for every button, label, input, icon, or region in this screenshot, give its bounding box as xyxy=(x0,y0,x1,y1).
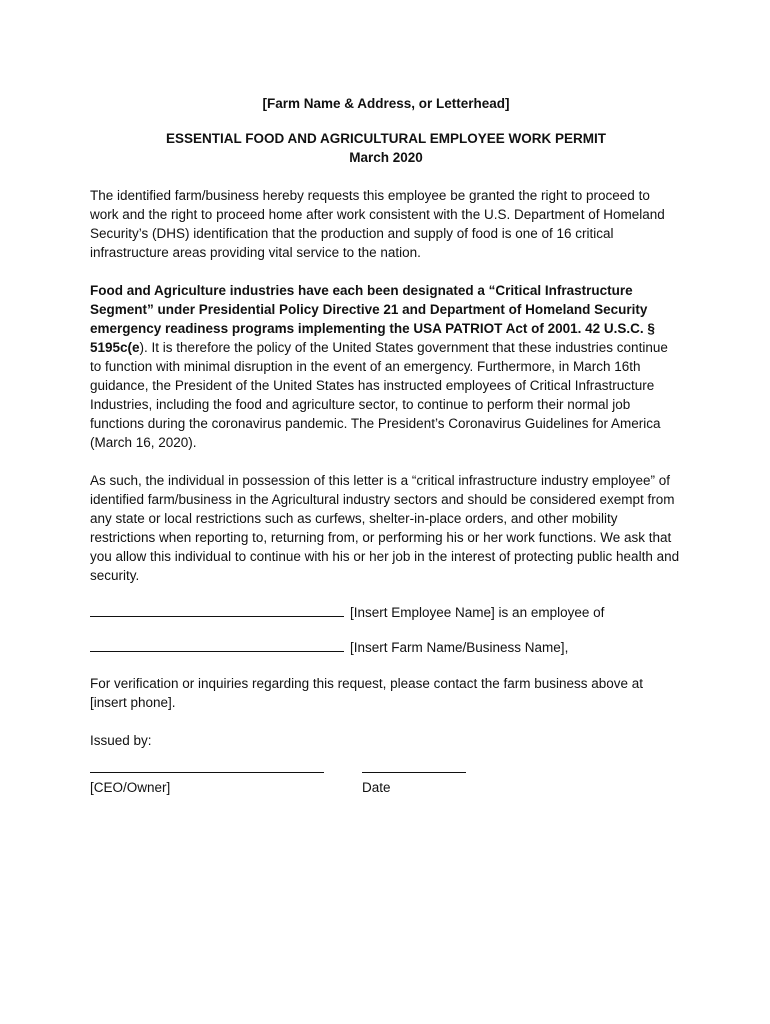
date-label: Date xyxy=(362,780,391,795)
document-title: ESSENTIAL FOOD AND AGRICULTURAL EMPLOYEE WORK PERMIT xyxy=(165,131,606,146)
owner-signature-line[interactable] xyxy=(90,772,324,773)
designation-paragraph xyxy=(90,281,682,452)
employee-name-blank[interactable] xyxy=(90,604,344,617)
verification-paragraph: For verification or inquiries regarding this request, please contact the farm business above at [insert phone]. xyxy=(90,676,644,710)
permit-document xyxy=(90,94,682,812)
owner-label: [CEO/Owner] xyxy=(90,780,171,795)
employee-name-row xyxy=(90,604,682,620)
signature-block xyxy=(90,772,682,812)
farm-name-row xyxy=(90,639,682,655)
letterhead-placeholder: [Farm Name & Address, or Letterhead] xyxy=(262,96,510,111)
farm-name-blank[interactable] xyxy=(90,639,344,652)
document-date: March 2020 xyxy=(349,150,423,165)
farm-name-label: [Insert Farm Name/Business Name], xyxy=(350,640,569,655)
designation-regular-text: ). It is therefore the policy of the United States government that these industries continue to function with minimal disruption in the event of an emergency. Furthermore, in March 16th guidance, the President of the United States has instructed employees of Critical Infrastructure Industries, including the food and agriculture sector, to continue to perform their normal job functions during the coronavirus pandemic. The President’s Coronavirus Guidelines for America (March 16, 2020). xyxy=(90,340,668,450)
exemption-paragraph: As such, the individual in possession of this letter is a “critical infrastructure industry employee” of identified farm/business in the Agricultural industry sectors and should be considered exempt from any state or local restrictions such as curfews, shelter-in-place orders, and other mobility restrictions when reporting to, returning from, or performing his or her work functions. We ask that you allow this individual to continue with his or her job in the interest of protecting public health and security. xyxy=(90,473,680,583)
designation-bold-text: Food and Agriculture industries have each been designated a “Critical Infrastructure Segment” under Presidential Policy Directive 21 and Department of Homeland Security emergency readiness programs implementing the USA PATRIOT Act of 2001. 42 U.S.C. § 5195c(e xyxy=(90,283,655,355)
employee-name-label: [Insert Employee Name] is an employee of xyxy=(350,605,605,620)
intro-paragraph: The identified farm/business hereby requests this employee be granted the right to proceed to work and the right to proceed home after work consistent with the U.S. Department of Homeland Security’s (DHS) identification that the production and supply of food is one of 16 critical infrastructure areas providing vital service to the nation. xyxy=(90,188,665,260)
date-signature-line[interactable] xyxy=(362,772,466,773)
issued-by-label: Issued by: xyxy=(90,733,152,748)
